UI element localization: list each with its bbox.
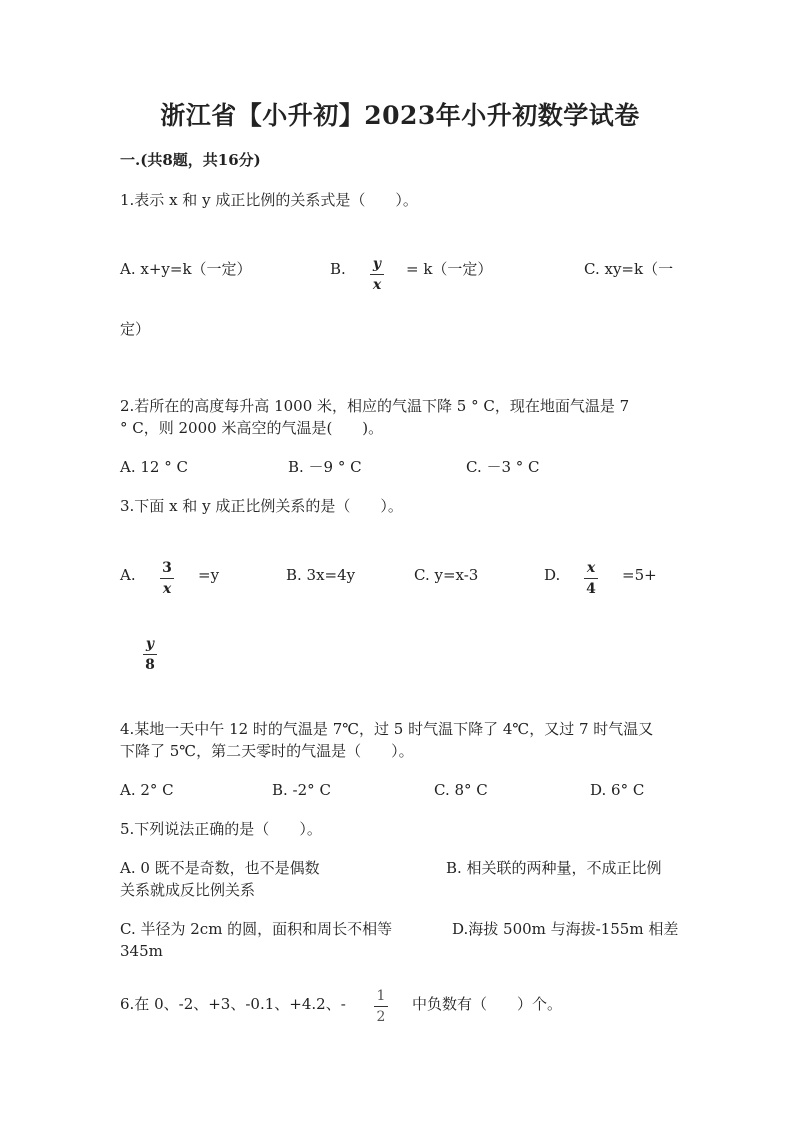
fraction-numerator: 1 [376,988,386,1004]
q6-stem-part2: 中负数有（ ）个。 [412,995,563,1013]
q6-fraction [374,988,388,1025]
q3-option-d-rest: =5+ [622,566,657,584]
q3-option-a-label: A. [120,566,136,584]
q5-option-c: C. 半径为 2cm 的圆，面积和周长不相等 [120,920,393,938]
fraction-denominator: x [162,581,172,597]
q2-option-b: B. －9 ° C [288,458,362,476]
q5-option-d: D.海拔 500m 与海拔-155m 相差 [452,920,679,938]
fraction-bar [160,578,174,579]
fraction-bar [584,578,598,579]
fraction-denominator: x [372,277,382,293]
q5-option-b: B. 相关联的两种量，不成正比例 [446,859,662,877]
q5-option-d-cont: 345m [120,942,163,960]
q4-option-d: D. 6° C [590,781,645,799]
q3-option-d-label: D. [544,566,561,584]
fraction-bar [143,654,157,655]
q6-stem-part1: 6.在 0、-2、+3、-0.1、+4.2、- [120,995,346,1013]
q1-option-b-label: B. [330,260,346,278]
page-title: 浙江省【小升初】2023年小升初数学试卷 [160,101,640,130]
fraction-denominator: 4 [586,581,596,597]
q5-option-a: A. 0 既不是奇数，也不是偶数 [120,859,320,877]
fraction-numerator: y [372,256,382,272]
q3-option-b: B. 3x=4y [286,566,356,584]
q1-option-c-cont: 定） [120,320,151,338]
q2-option-a: A. 12 ° C [120,458,188,476]
section-heading: 一.(共8题，共16分) [120,151,261,169]
q3-option-a-rest: =y [198,566,220,584]
q1-option-b-rest: = k（一定） [406,260,493,278]
fraction-numerator: 3 [162,560,172,576]
q3-option-a-fraction [160,560,174,597]
q5-stem: 5.下列说法正确的是（ ）。 [120,820,322,838]
q3-option-d-fraction-2 [143,636,157,673]
fraction-numerator: y [145,636,155,652]
q2-stem-line1: 2.若所在的高度每升高 1000 米，相应的气温下降 5 ° C，现在地面气温是 7 [120,397,630,415]
q5-option-b-cont: 关系就成反比例关系 [120,881,256,899]
q3-option-c: C. y=x-3 [414,566,479,584]
q1-stem: 1.表示 x 和 y 成正比例的关系式是（ ）。 [120,191,418,209]
q4-stem-line1: 4.某地一天中午 12 时的气温是 7℃，过 5 时气温下降了 4℃，又过 7 时气温又 [120,720,654,738]
q2-option-c: C. －3 ° C [466,458,540,476]
fraction-denominator: 2 [376,1009,386,1025]
q2-stem-line2: ° C，则 2000 米高空的气温是( )。 [120,419,384,437]
q1-option-b-fraction [370,256,384,293]
q1-option-a: A. x+y=k（一定） [120,260,252,278]
fraction-bar [374,1006,388,1007]
q4-option-a: A. 2° C [120,781,174,799]
q4-option-c: C. 8° C [434,781,488,799]
q1-option-c: C. xy=k（一 [584,260,674,278]
fraction-numerator: x [586,560,596,576]
q3-option-d-fraction [584,560,598,597]
q4-option-b: B. -2° C [272,781,331,799]
q4-stem-line2: 下降了 5℃，第二天零时的气温是（ ）。 [120,742,414,760]
fraction-bar [370,274,384,275]
q3-stem: 3.下面 x 和 y 成正比例关系的是（ ）。 [120,497,403,515]
fraction-denominator: 8 [145,657,155,673]
